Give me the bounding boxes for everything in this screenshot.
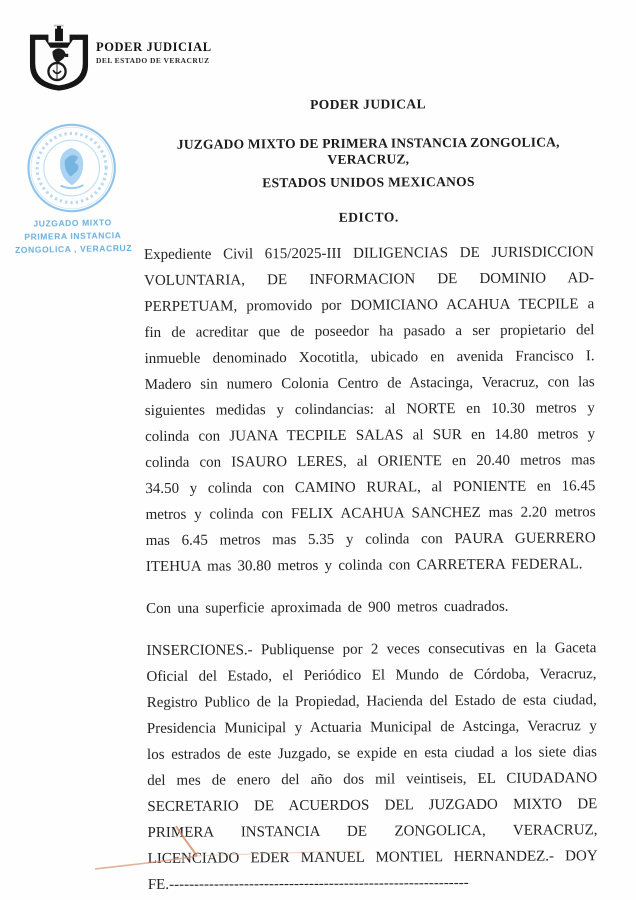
document-content — [143, 95, 598, 898]
paragraph-inserciones: INSERCIONES.- Publiquense por 2 veces consecutivas en la Gaceta Oficial del Estado, el Periódico El Mundo de Córdoba, Veracruz, Registro Publico de la Propiedad, Hacienda del Estado de esta ciudad, Presidencia Municipal y Actuaria Municipal de Astcinga, Veracruz y los estrados de este Juzgado, se expide en esta ciudad a los siete dias del mes de enero del año dos mil veintiseis, EL CIUDADANO SECRETARIO DE ACUERDOS DEL JUZGADO MIXTO DE PRIMERA INSTANCIA DE ZONGOLICA, VERACRUZ, LICENCIADO EDER MANUEL MONTIEL HERNANDEZ.- DOY FE.------------------------------------------------------------ — [146, 640, 598, 893]
court-seal-icon — [23, 119, 121, 217]
heading-country: ESTADOS UNIDOS MEXICANOS — [262, 173, 475, 191]
letterhead — [26, 24, 212, 94]
poder-judicial-shield-icon — [26, 24, 92, 94]
court-seal-stamp — [13, 119, 131, 257]
letterhead-text — [96, 40, 212, 65]
paragraph-expediente: Expediente Civil 615/2025-III DILIGENCIAS DE JURISDICCION VOLUNTARIA, DE INFORMACION DE DOMINIO AD-PERPETUAM, promovido por DOMICIANO ACAHUA TECPILE a fin de acreditar que de poseedor ha pasado a ser propietario del inmueble denominado Xocotitla, ubicado en avenida Francisco I. Madero sin numero Colonia Centro de Astacinga, Veracruz, con las siguientes medidas y colindancias: al NORTE en 10.30 metros y colinda con JUANA TECPILE SALAS al SUR en 14.80 metros y colinda con ISAURO LERES, al ORIENTE en 20.40 metros mas 34.50 y colinda con CAMINO RURAL, al PONIENTE en 16.45 metros y colinda con FELIX ACAHUA SANCHEZ mas 2.20 metros mas 6.45 metros mas 5.35 y colinda con PAURA GUERRERO ITEHUA mas 30.80 metros y colinda con CARRETERA FEDERAL. — [143, 244, 596, 575]
stamp-line-3: ZONGOLICA , VERACRUZ — [14, 242, 133, 256]
heading-court-name: JUZGADO MIXTO DE PRIMERA INSTANCIA ZONGOLICA, VERACRUZ, — [176, 134, 560, 167]
stamp-line-1: JUZGADO MIXTO — [33, 217, 112, 229]
heading-poder-judical: PODER JUDICAL — [310, 96, 427, 112]
letterhead-org-name: PODER JUDICIAL — [96, 40, 212, 54]
stamp-line-2: PRIMERA INSTANCIA — [24, 230, 122, 242]
stamp-text — [15, 216, 132, 257]
heading-doc-title: EDICTO. — [338, 209, 399, 225]
letterhead-org-subtitle: DEL ESTADO DE VERACRUZ — [96, 56, 210, 65]
paragraph-superficie: Con una superficie aproximada de 900 metros cuadrados. — [146, 598, 509, 617]
